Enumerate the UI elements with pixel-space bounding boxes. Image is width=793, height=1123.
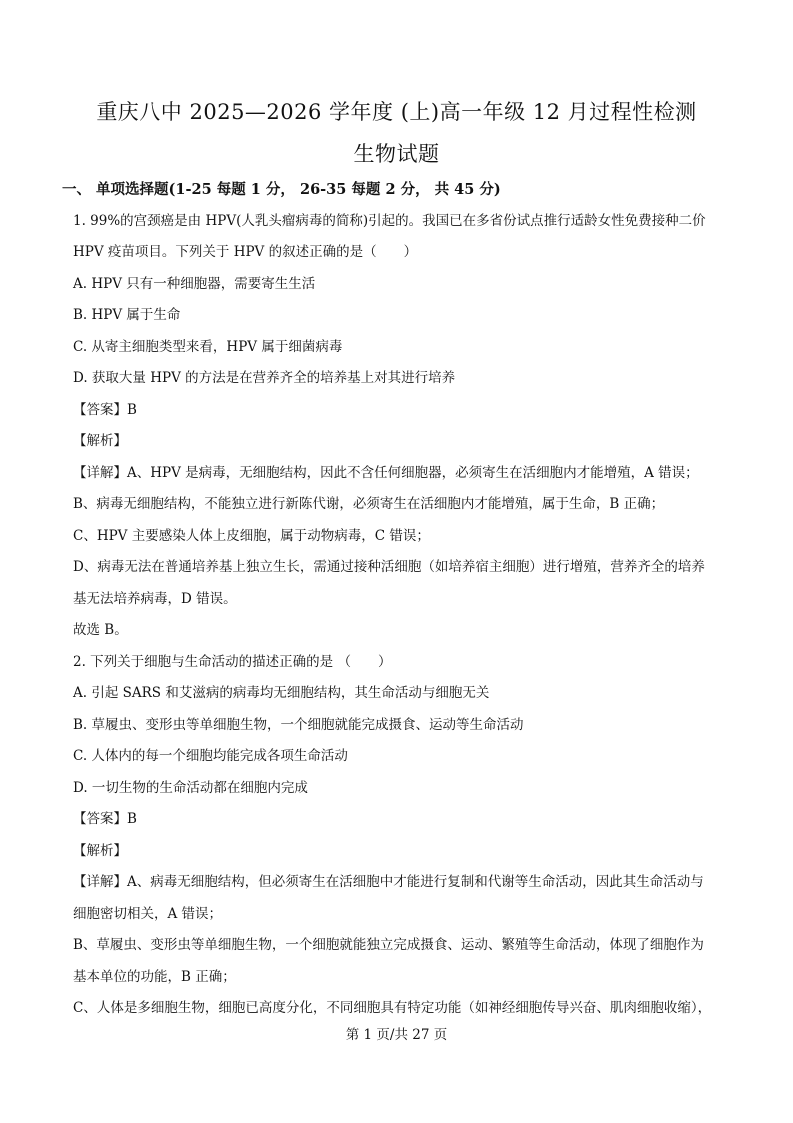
question-2-option-a: A. 引起 SARS 和艾滋病的病毒均无细胞结构，其生命活动与细胞无关 (73, 685, 490, 701)
question-2-detail-b-line-2: 基本单位的功能，B 正确； (73, 969, 236, 985)
question-2-analysis-label: 【解析】 (73, 843, 127, 859)
question-2-stem: 2. 下列关于细胞与生命活动的描述正确的是 （ ） (73, 654, 392, 670)
question-2-detail-a-line-2: 细胞密切相关，A 错误； (73, 906, 223, 922)
question-2-answer: 【答案】B (73, 811, 137, 827)
question-2-detail-a-line-1: 【详解】A、病毒无细胞结构，但必须寄生在活细胞中才能进行复制和代谢等生命活动，因此其生命活动与 (73, 874, 704, 890)
question-1-option-c: C. 从寄主细胞类型来看，HPV 属于细菌病毒 (73, 339, 343, 355)
question-1-detail-c: C、HPV 主要感染人体上皮细胞，属于动物病毒，C 错误； (73, 528, 430, 544)
question-2-option-c: C. 人体内的每一个细胞均能完成各项生命活动 (73, 748, 348, 764)
page-number: 第 1 页/共 27 页 (345, 1027, 448, 1043)
question-2-option-b: B. 草履虫、变形虫等单细胞生物，一个细胞就能完成摄食、运动等生命活动 (73, 717, 524, 733)
question-1-analysis-label: 【解析】 (73, 433, 127, 449)
question-1-stem-line-2: HPV 疫苗项目。下列关于 HPV 的叙述正确的是（ ） (73, 244, 418, 260)
question-1-stem-line-1: 1. 99%的宫颈癌是由 HPV(人乳头瘤病毒的简称)引起的。我国已在多省份试点推行适龄女性免费接种二价 (73, 213, 706, 229)
question-1-detail-b: B、病毒无细胞结构，不能独立进行新陈代谢，必须寄生在活细胞内才能增殖，属于生命，B 正确； (73, 496, 665, 512)
question-1-option-b: B. HPV 属于生命 (73, 307, 181, 323)
question-1-detail-d-line-1: D、病毒无法在普通培养基上独立生长，需通过接种活细胞（如培养宿主细胞）进行增殖，营养齐全的培养 (73, 559, 705, 575)
question-2-detail-c-line-1: C、人体是多细胞生物，细胞已高度分化，不同细胞具有特定功能（如神经细胞传导兴奋、肌肉细胞收缩）， (73, 1000, 712, 1016)
question-1-detail-a: 【详解】A、HPV 是病毒，无细胞结构，因此不含任何细胞器，必须寄生在活细胞内才能增殖，A 错误； (73, 465, 699, 481)
question-1-conclusion: 故选 B。 (73, 622, 128, 638)
page-title: 重庆八中 2025—2026 学年度 (上)高一年级 12 月过程性检测 (96, 100, 697, 124)
question-1-detail-d-line-2: 基无法培养病毒，D 错误。 (73, 591, 237, 607)
question-2-option-d: D. 一切生物的生命活动都在细胞内完成 (73, 780, 308, 796)
page-subtitle: 生物试题 (353, 142, 440, 166)
question-1-answer: 【答案】B (73, 402, 137, 418)
question-1-option-a: A. HPV 只有一种细胞器，需要寄生生活 (73, 276, 316, 292)
question-2-detail-b-line-1: B、草履虫、变形虫等单细胞生物，一个细胞就能独立完成摄食、运动、繁殖等生命活动，体现了细胞作为 (73, 937, 704, 953)
section-heading: 一、 单项选择题(1-25 每题 1 分， 26-35 每题 2 分， 共 45 分) (62, 181, 501, 198)
question-1-option-d: D. 获取大量 HPV 的方法是在营养齐全的培养基上对其进行培养 (73, 370, 456, 386)
